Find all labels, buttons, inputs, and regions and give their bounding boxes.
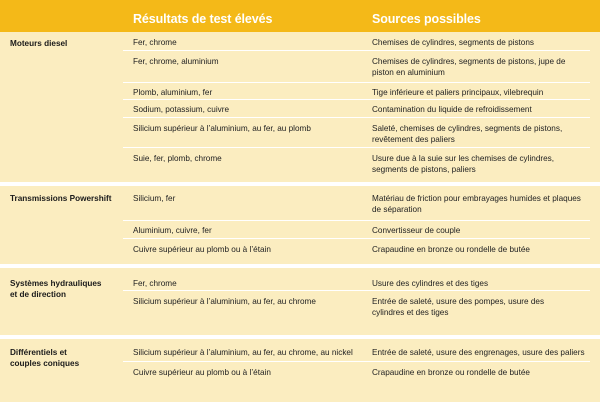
- sources-cell: Usure due à la suie sur les chemises de cylindres, segments de pistons, paliers: [372, 154, 555, 174]
- metals-cell: Aluminium, cuivre, fer: [133, 226, 212, 235]
- sources-cell: Convertisseur de couple: [372, 226, 461, 235]
- table-row: [123, 82, 590, 99]
- sources-cell: Entrée de saleté, usure des engrenages, usure des paliers: [372, 348, 585, 357]
- table-row: [123, 268, 590, 290]
- metals-cell: Suie, fer, plomb, chrome: [133, 154, 222, 163]
- table-row: [123, 117, 590, 147]
- metals-cell: Fer, chrome: [133, 279, 177, 288]
- group-diesel-engines: [0, 32, 600, 176]
- group-hydraulic-steering: [0, 268, 600, 328]
- table-row: [123, 290, 590, 328]
- sources-cell: Chemises de cylindres, segments de pistons, jupe de piston en aluminium: [372, 57, 566, 77]
- sources-cell: Matériau de friction pour embrayages humides et plaques de séparation: [372, 194, 581, 214]
- table-row: [123, 50, 590, 82]
- table-row: [123, 99, 590, 117]
- metals-cell: Sodium, potassium, cuivre: [133, 105, 230, 114]
- sources-cell: Crapaudine en bronze ou rondelle de butée: [372, 368, 530, 377]
- header-col-sources: Sources possibles: [372, 12, 481, 26]
- table-row: [123, 32, 590, 50]
- table-row: [123, 147, 590, 176]
- metals-cell: Plomb, aluminium, fer: [133, 88, 213, 97]
- table-row: [123, 186, 590, 220]
- category-label: Différentiels et couples coniques: [10, 348, 80, 368]
- sources-cell: Chemises de cylindres, segments de pistons: [372, 38, 535, 47]
- sources-cell: Contamination du liquide de refroidissement: [372, 105, 532, 114]
- metals-cell: Silicium supérieur à l’aluminium, au fer, au chrome: [133, 297, 316, 306]
- group-powershift-transmissions: [0, 186, 600, 258]
- table-header: [0, 0, 600, 32]
- metals-cell: Fer, chrome, aluminium: [133, 57, 219, 66]
- metals-cell: Cuivre supérieur au plomb ou à l’étain: [133, 368, 271, 377]
- category-label: Transmissions Powershift: [10, 194, 112, 203]
- sources-cell: Tige inférieure et paliers principaux, vilebrequin: [372, 88, 544, 97]
- header-col-results: Résultats de test élevés: [133, 12, 273, 26]
- category-label: Moteurs diesel: [10, 39, 68, 48]
- metals-cell: Silicium, fer: [133, 194, 176, 203]
- table-row: [123, 220, 590, 238]
- table-row: [123, 339, 590, 361]
- table-row: [123, 238, 590, 258]
- group-differentials: [0, 339, 600, 402]
- metals-cell: Cuivre supérieur au plomb ou à l’étain: [133, 245, 271, 254]
- table-row: [123, 361, 590, 383]
- metals-cell: Silicium supérieur à l’aluminium, au fer, au plomb: [133, 124, 311, 133]
- sources-cell: Crapaudine en bronze ou rondelle de butée: [372, 245, 530, 254]
- metals-cell: Fer, chrome: [133, 38, 177, 47]
- sources-cell: Usure des cylindres et des tiges: [372, 279, 489, 288]
- sources-cell: Entrée de saleté, usure des pompes, usure des cylindres et des tiges: [372, 297, 545, 317]
- sources-cell: Saleté, chemises de cylindres, segments de pistons, revêtement des paliers: [372, 124, 563, 144]
- metals-cell: Silicium supérieur à l’aluminium, au fer, au chrome, au nickel: [133, 348, 353, 357]
- category-label: Systèmes hydrauliques et de direction: [10, 279, 102, 299]
